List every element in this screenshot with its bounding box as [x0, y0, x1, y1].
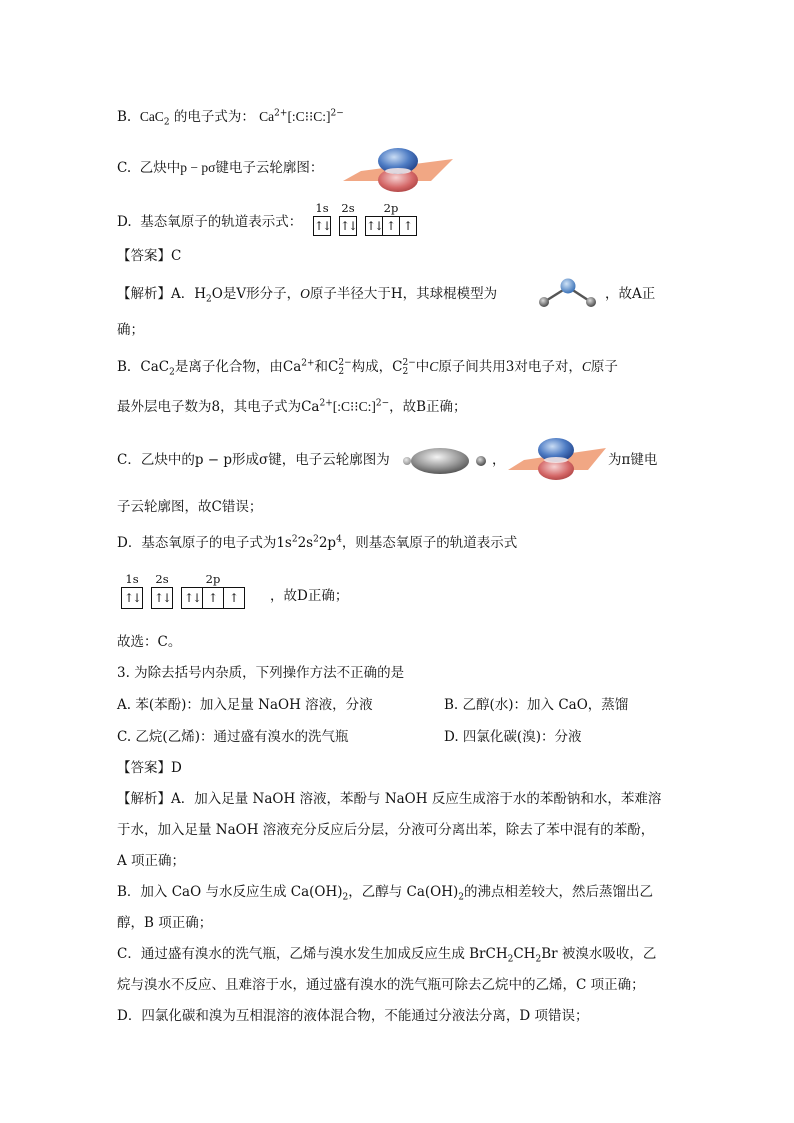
- superscript: 2−: [375, 398, 390, 409]
- orbital-box: ↑: [228, 591, 240, 605]
- exp1-conclusion: [117, 632, 181, 652]
- text: Br 被溴水吸收，乙: [541, 946, 657, 962]
- subscript: 2: [402, 366, 409, 377]
- exp3-line4: [117, 882, 653, 902]
- exp1-b-line2: [117, 397, 467, 417]
- exp1-b-line1: [117, 357, 618, 377]
- pi-bond-orbital-image-2: [508, 436, 608, 482]
- text: 子云轮廓图，故C错误；: [117, 499, 263, 515]
- orbital-box: ↑↓: [153, 591, 171, 605]
- text: A. 苯(苯酚)：加入足量 NaOH 溶液，分液: [117, 697, 373, 713]
- subscript: 2: [206, 294, 212, 305]
- text: C: [429, 359, 439, 374]
- orbital-2p: [181, 573, 245, 609]
- text: C. 乙烷(乙烯)：通过盛有溴水的洗气瓶: [117, 729, 349, 745]
- text: 构成，C: [351, 359, 403, 375]
- text: 【解析】A．H: [117, 286, 207, 302]
- subscript: 2: [535, 954, 542, 965]
- option-d-line: [117, 212, 302, 232]
- q3-stem: [117, 663, 404, 683]
- text: ，故A正: [605, 286, 656, 302]
- answer-label: 【答案】C: [117, 248, 182, 264]
- electron-formula: [:C⁝⁝C:]: [287, 109, 331, 124]
- option-d-prefix: D.: [117, 214, 132, 230]
- option-c-line: [117, 158, 323, 178]
- orbital-box: ↑: [402, 219, 414, 233]
- exp3-line6: [117, 944, 656, 964]
- orbital-box: ↑: [203, 588, 224, 608]
- exp1-d-line1: [117, 533, 517, 553]
- text: ，: [492, 452, 506, 468]
- exp1-d-end: [270, 586, 348, 606]
- superscript: 2−: [338, 357, 352, 368]
- exp3-line8: [117, 1006, 588, 1026]
- text: C．通过盛有溴水的洗气瓶，乙烯与溴水发生加成反应生成 BrCH: [117, 946, 508, 962]
- anion-charge: 2−: [330, 108, 344, 119]
- orbital-box: ↑↓: [182, 588, 203, 608]
- text: 醇，B 项正确；: [117, 915, 213, 931]
- q3-option-d: [444, 727, 581, 747]
- exp1-a-line1: [117, 284, 497, 304]
- text: 最外层电子数为8，其电子式为Ca: [117, 399, 320, 415]
- text: 故选：C。: [117, 634, 182, 650]
- text: 2p: [318, 535, 337, 551]
- subscript: 2: [507, 954, 514, 965]
- option-b-prefix: B.: [117, 109, 132, 125]
- option-b-line: [117, 107, 344, 127]
- superscript: 2−: [402, 357, 416, 368]
- option-c-prefix: C.: [117, 160, 132, 176]
- orbital-box: ↑↓: [365, 219, 383, 233]
- answer-3: [117, 758, 182, 778]
- text: 2s: [297, 535, 314, 551]
- pp-sigma: p − pσ: [180, 160, 216, 175]
- orbital-diagram-2: [121, 573, 245, 609]
- exp1-a-line2: [117, 320, 144, 340]
- exp1-c-end: [608, 450, 657, 470]
- text: 原子: [590, 359, 618, 375]
- water-ball-stick-model: [535, 276, 601, 310]
- ca-charge: 2+: [274, 108, 288, 119]
- subscript: 2: [342, 892, 349, 903]
- text: 【解析】A．加入足量 NaOH 溶液，苯酚与 NaOH 反应生成溶于水的苯酚钠和水，苯难溶: [117, 791, 662, 807]
- subscript: 2: [338, 366, 345, 377]
- option-b-text: 的电子式为：: [169, 109, 255, 125]
- answer-1: [117, 246, 181, 266]
- text: 和C: [314, 359, 339, 375]
- superscript: 2+: [301, 358, 315, 369]
- text: O: [300, 286, 310, 301]
- orbital-box: ↑↓: [313, 219, 331, 233]
- exp3-line7: [117, 975, 645, 995]
- orbital-label: 2s: [155, 572, 169, 586]
- text: 3. 为除去括号内杂质，下列操作方法不正确的是: [117, 665, 405, 681]
- text: B．CaC: [117, 359, 170, 375]
- q3-option-c: [117, 727, 348, 747]
- exp3-line3: [117, 851, 185, 871]
- orbital-label: 1s: [315, 201, 329, 215]
- orbital-label: 2s: [341, 201, 355, 215]
- text: 是离子化合物，由Ca: [174, 359, 302, 375]
- text: 于水，加入足量 NaOH 溶液充分反应后分层，分液可分离出苯，除去了苯中混有的苯酚，: [117, 822, 655, 838]
- orbital-2s: [339, 202, 357, 236]
- text: D. 四氯化碳(溴)：分液: [444, 729, 582, 745]
- superscript: 4: [336, 534, 342, 545]
- subscript: 2: [163, 117, 170, 128]
- text: D．基态氧原子的电子式为1s: [117, 535, 292, 551]
- text: ，乙醇与 Ca(OH): [348, 884, 459, 900]
- exp3-line2: [117, 820, 654, 840]
- orbital-2s: [151, 573, 173, 609]
- text: 确；: [117, 322, 144, 338]
- text: O是V形分子，: [211, 286, 301, 302]
- exp1-c-comma: [492, 450, 506, 470]
- ca-symbol: Ca: [259, 109, 275, 124]
- option-c-text1: 乙炔中: [139, 160, 181, 176]
- text: C．乙炔中的p − p形成σ键，电子云轮廓图为: [117, 452, 390, 468]
- text: B．加入 CaO 与水反应生成 Ca(OH): [117, 884, 343, 900]
- orbital-label: 1s: [125, 572, 139, 586]
- exp1-c-line2: [117, 497, 262, 517]
- pi-bond-orbital-image: [343, 147, 455, 193]
- text: 中: [415, 359, 430, 375]
- exp1-c-line1: [117, 450, 390, 470]
- text: 【答案】D: [117, 760, 182, 776]
- text: 的沸点相差较大，然后蒸馏出乙: [464, 884, 654, 900]
- option-b-formula: CaC: [139, 109, 164, 124]
- text: ，则基态氧原子的轨道表示式: [341, 535, 518, 551]
- option-d-text: 基态氧原子的轨道表示式：: [140, 214, 303, 230]
- superscript: 2: [291, 534, 298, 545]
- text: ，故B正确；: [389, 399, 467, 415]
- text: [:C⁝⁝C:]: [332, 399, 376, 414]
- subscript: 2: [169, 367, 175, 378]
- orbital-box: ↑↓: [123, 591, 141, 605]
- superscript: 2: [313, 534, 319, 545]
- orbital-1s: [121, 573, 143, 609]
- orbital-box: ↑: [383, 217, 400, 235]
- orbital-box: ↑↓: [339, 219, 357, 233]
- text: 烷与溴水不反应、且难溶于水，通过盛有溴水的洗气瓶可除去乙烷中的乙烯，C 项正确；: [117, 977, 645, 993]
- exp3-line5: [117, 913, 212, 933]
- text: 原子半径大于H，其球棍模型为: [309, 286, 498, 302]
- orbital-label: 2p: [383, 201, 399, 215]
- orbital-2p: [365, 202, 417, 236]
- text: B. 乙醇(水)：加入 CaO，蒸馏: [444, 697, 629, 713]
- orbital-label: 2p: [205, 572, 221, 586]
- q3-option-a: [117, 695, 373, 715]
- orbital-1s: [313, 202, 331, 236]
- text: D．四氯化碳和溴为互相混溶的液体混合物，不能通过分液法分离，D 项错误；: [117, 1008, 589, 1024]
- text: A 项正确；: [117, 853, 186, 869]
- sigma-bond-orbital-image: [400, 444, 492, 478]
- q3-option-b: [444, 695, 628, 715]
- orbital-diagram-1: [313, 202, 417, 236]
- option-c-text2: 键电子云轮廓图：: [215, 160, 324, 176]
- exp1-a-end: [605, 284, 655, 304]
- exp3-line1: [117, 789, 661, 809]
- text: C: [581, 359, 591, 374]
- superscript: 2+: [319, 398, 333, 409]
- subscript: 2: [458, 892, 465, 903]
- text: 为π键电: [608, 452, 658, 468]
- text: ，故D正确；: [270, 588, 349, 604]
- text: CH: [513, 946, 536, 962]
- text: 原子间共用3对电子对，: [438, 359, 582, 375]
